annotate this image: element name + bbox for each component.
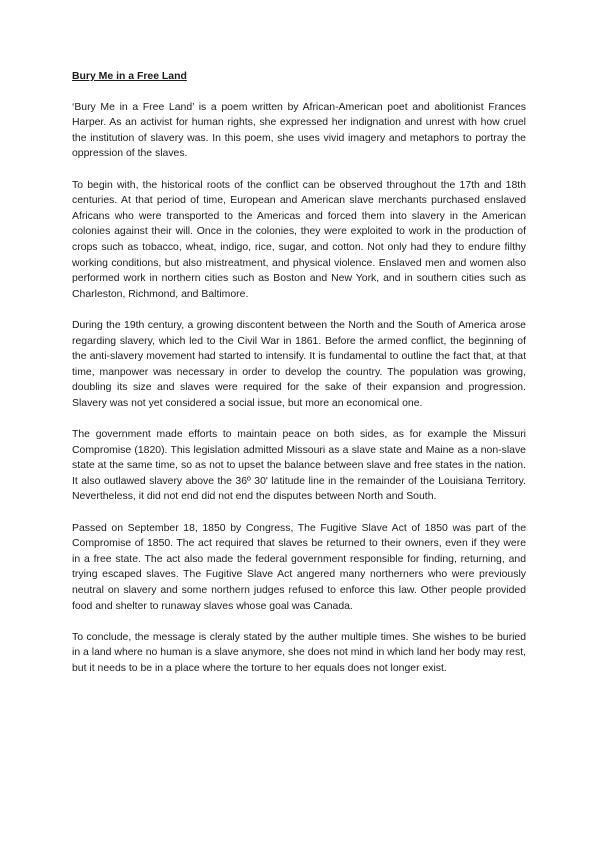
- paragraph-fugitive-slave-act: Passed on September 18, 1850 by Congress, The Fugitive Slave Act of 1850 was part of the Compromise of 1850. The act required that slaves be returned to their owners, even if they were in a free state. The act also made the federal government responsible for finding, returning, and trying escaped slaves. The Fugitive Slave Act angered many northerners who were previously neutral on slavery and some northern judges refused to enforce this law. Other people provided food and shelter to runaway slaves whose goal was Canada.: [72, 522, 526, 612]
- paragraph-conclusion: To conclude, the message is cleraly stated by the auther multiple times. She wishes to be buried in a land where no human is a slave anymore, she does not mind in which land her body may rest, but it needs to be in a place where the torture to her equals does not longer exist.: [72, 631, 526, 674]
- paragraph-19th-century: During the 19th century, a growing discontent between the North and the South of America arose regarding slavery, which led to the Civil War in 1861. Before the armed conflict, the beginning of the anti-slavery movement had started to intensify. It is fundamental to outline the fact that, at that time, manpower was necessary in order to develop the country. The population was growing, doubling its size and slaves were required for the sake of their expansion and progression. Slavery was not yet considered a social issue, but more an economical one.: [72, 319, 526, 409]
- paragraph-historical-roots: To begin with, the historical roots of the conflict can be observed throughout the 17th and 18th centuries. At that period of time, European and American slave merchants purchased enslaved Africans who were transported to the Americas and forced them into slavery in the American colonies against their will. Once in the colonies, they were exploited to work in the production of crops such as tobacco, wheat, indigo, rice, sugar, and cotton. Not only had they to endure filthy working conditions, but also mistreatment, and physical violence. Enslaved men and women also performed work in northern cities such as Boston and New York, and in southern cities such as Charleston, Richmond, and Baltimore.: [72, 179, 526, 300]
- document-page: [72, 69, 526, 692]
- document-title: Bury Me in a Free Land: [72, 71, 187, 82]
- paragraph-missouri-compromise: The government made efforts to maintain peace on both sides, as for example the Missuri Compromise (1820). This legislation admitted Missouri as a slave state and Maine as a non-slave state at the same time, so as not to upset the balance between slave and free states in the nation. It also outlawed slavery above the 36º 30' latitude line in the remainder of the Louisiana Territory. Nevertheless, it did not end did not end the disputes between North and South.: [72, 429, 526, 503]
- paragraph-intro: ‘Bury Me in a Free Land’ is a poem written by African-American poet and abolitionist Frances Harper. As an activist for human rights, she expressed her indignation and unrest with how cruel the institution of slavery was. In this poem, she uses vivid imagery and metaphors to portray the oppression of the slaves.: [72, 101, 526, 160]
